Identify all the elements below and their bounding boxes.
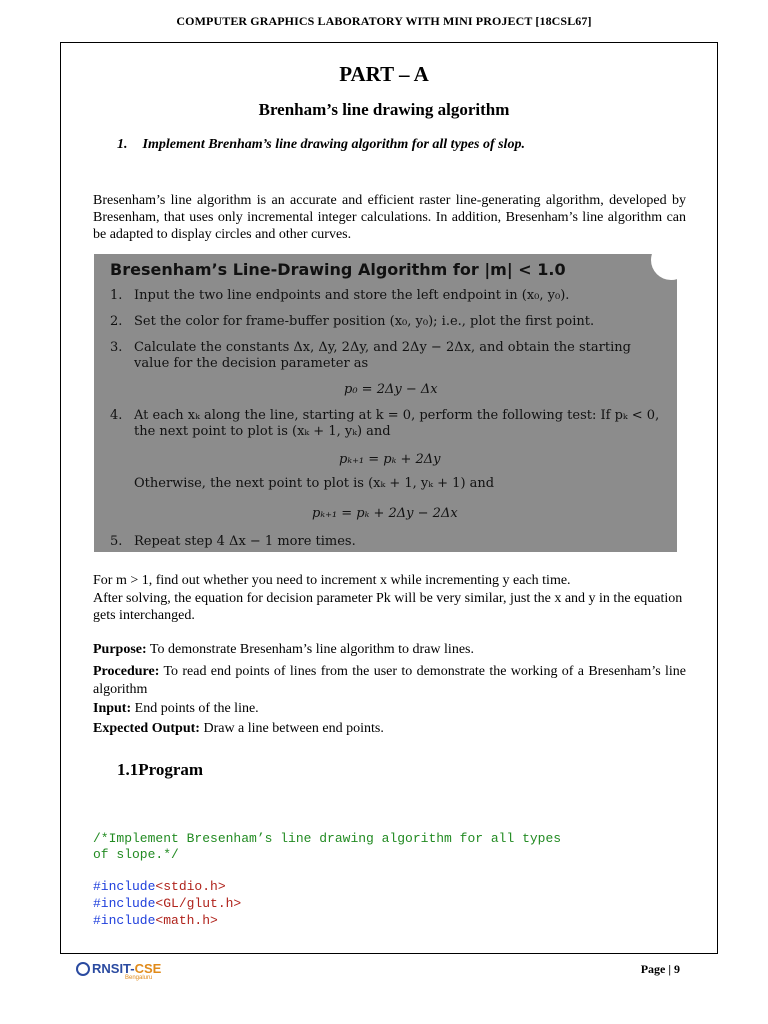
include-header: <math.h> (155, 913, 218, 928)
section-subtitle: Brenham’s line drawing algorithm (258, 100, 510, 119)
question-text: Implement Brenham’s line drawing algorithm for all types of slop. (142, 137, 525, 152)
step-text: Set the color for frame-buffer position (x₀, y₀); i.e., plot the first point. (134, 314, 595, 329)
page-number: Page | 9 (640, 962, 680, 976)
note-equation: After solving, the equation for decision parameter Pk will be very similar, just the x and y in the equation gets interchanged. (93, 591, 683, 623)
input-line (93, 701, 686, 717)
algorithm-figure (94, 254, 677, 552)
code-comment: /*Implement Bresenham’s line drawing algorithm for all types (93, 831, 562, 846)
step-number: 4. (110, 408, 123, 423)
procedure-line (93, 663, 686, 699)
code-include (93, 913, 218, 928)
include-header: <GL/glut.h> (155, 896, 242, 911)
code-comment: of slope.*/ (93, 847, 179, 862)
institution-logo (76, 961, 161, 976)
code-include (93, 896, 241, 911)
question-number: 1. (117, 137, 128, 152)
figure-corner (651, 254, 677, 280)
step-number: 3. (110, 340, 123, 355)
step-text: Input the two line endpoints and store the left endpoint in (x₀, y₀). (134, 288, 570, 303)
procedure-text: To read end points of lines from the user to demonstrate the working of a Bresenham’s line algorithm (93, 664, 686, 697)
note-slope: For m > 1, find out whether you need to increment x while incrementing y each time. (93, 573, 571, 588)
procedure-label: Procedure: (93, 664, 160, 679)
algorithm-step (110, 314, 670, 330)
code-include (93, 879, 226, 894)
algorithm-step (110, 534, 670, 550)
part-title: PART – A (339, 62, 429, 86)
equation-p0: p₀ = 2Δy − Δx (344, 382, 438, 397)
algorithm-step (110, 288, 670, 304)
purpose-text: To demonstrate Bresenham’s line algorithm to draw lines. (149, 642, 474, 657)
equation-pk1-alt: pₖ₊₁ = pₖ + 2Δy − 2Δx (312, 506, 458, 521)
running-header: COMPUTER GRAPHICS LABORATORY WITH MINI PROJECT [18CSL67] (176, 14, 592, 28)
step-number: 1. (110, 288, 123, 303)
include-header: <stdio.h> (155, 879, 226, 894)
logo-emblem-icon (76, 962, 90, 976)
logo-subtext: Bengaluru (125, 975, 153, 981)
input-text: End points of the line. (134, 701, 259, 716)
equation-pk1: pₖ₊₁ = pₖ + 2Δy (339, 452, 441, 467)
logo-text: RNSIT-CSE (92, 961, 162, 976)
expected-output-line (93, 721, 686, 737)
algorithm-title: Bresenham’s Line-Drawing Algorithm for |m| < 1.0 (110, 260, 566, 279)
input-label: Input: (93, 701, 132, 716)
purpose-line (93, 642, 686, 658)
step-number: 5. (110, 534, 123, 549)
question (117, 137, 525, 153)
step-text: Repeat step 4 Δx − 1 more times. (134, 534, 356, 549)
expected-output-label: Expected Output: (93, 721, 200, 736)
step-text: Calculate the constants Δx, Δy, 2Δy, and 2Δy − 2Δx, and obtain the starting value for the decision parameter as (134, 340, 631, 371)
program-heading: 1.1Program (117, 760, 204, 779)
include-keyword: #include (93, 879, 156, 894)
include-keyword: #include (93, 896, 156, 911)
algorithm-step (110, 340, 670, 372)
otherwise-text: Otherwise, the next point to plot is (xₖ + 1, yₖ + 1) and (134, 476, 495, 491)
purpose-label: Purpose: (93, 642, 147, 657)
expected-output-text: Draw a line between end points. (203, 721, 384, 736)
algorithm-step (110, 408, 670, 440)
include-keyword: #include (93, 913, 156, 928)
intro-paragraph: Bresenham’s line algorithm is an accurate and efficient raster line-generating algorithm, developed by Bresenham, that uses only incremental integer calculations. In addition, Bresenham’s line algorithm can be adapted to display circles and other curves. (93, 193, 686, 242)
step-number: 2. (110, 314, 123, 329)
step-text: At each xₖ along the line, starting at k = 0, perform the following test: If pₖ < 0, the next point to plot is (xₖ + 1, yₖ) and (134, 408, 660, 439)
